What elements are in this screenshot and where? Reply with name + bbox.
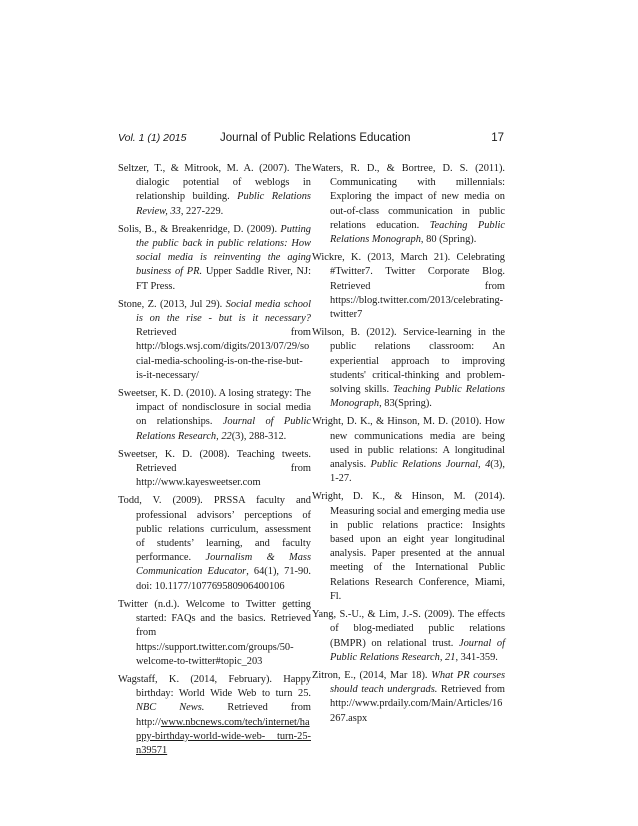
- page-number: 17: [491, 132, 504, 144]
- reference-entry: Wickre, K. (2013, March 21). Celebrating #Twitter7. Twitter Corporate Blog. Retrieved from https://blog.twitter.com/2013/celebrating-twitter7: [312, 252, 505, 321]
- reference-entry: Zitron, E., (2014, Mar 18). What PR courses should teach undergrads. Retrieved from http://www.prdaily.com/Main/Articles/16267.aspx: [312, 669, 505, 724]
- reference-entry: Sweetser, K. D. (2008). Teaching tweets. Retrieved from http://www.kayesweetser.com: [118, 448, 311, 489]
- reference-entry: Solis, B., & Breakenridge, D. (2009). Putting the public back in public relations: How social media is reinventing the aging business of PR. Upper Saddle River, NJ: FT Press.: [118, 223, 311, 292]
- reference-entry: Todd, V. (2009). PRSSA faculty and professional advisors’ perceptions of public relations curriculum, assessment of students’ learning, and faculty performance. Journalism & Mass Communication Educator, 64(1), 71-90. doi: 10.1177/107769580906400106: [118, 495, 311, 592]
- reference-entry: Yang, S.-U., & Lim, J.-S. (2009). The effects of blog-mediated public relations (BMPR) on relational trust. Journal of Public Relations Research, 21, 341-359.: [312, 609, 505, 663]
- reference-entry: Wright, D. K., & Hinson, M. D. (2010). How new communications media are being used in public relations: A longitudinal analysis. Public Relations Journal, 4(3), 1-27.: [312, 416, 505, 485]
- reference-entry: Wilson, B. (2012). Service-learning in the public relations classroom: An experiential approach to improving students' critical-thinking and problem-solving skills. Teaching Public Relations Monograph, 83(Spring).: [312, 327, 505, 410]
- nbc-news-link[interactable]: www.nbcnews.com/tech/internet/happy-birthday-world-wide-web- turn-25-n39571: [136, 716, 311, 756]
- reference-column-left: [118, 162, 311, 762]
- reference-entry: Waters, R. D., & Bortree, D. S. (2011). Communicating with millennials: Exploring the impact of new media on out-of-class communication in public relations education. Teaching Public Relations Monograph, 80 (Spring).: [312, 163, 506, 246]
- reference-entry: Seltzer, T., & Mitrook, M. A. (2007). The dialogic potential of weblogs in relationship building. Public Relations Review, 33, 227-229.: [118, 163, 311, 217]
- reference-entry: Twitter (n.d.). Welcome to Twitter getting started: FAQs and the basics. Retrieved from https://support.twitter.com/groups/50-welcome-to-twitter#topic_203: [118, 598, 311, 667]
- volume-label: Vol. 1 (1) 2015: [118, 132, 187, 144]
- reference-entry: Wagstaff, K. (2014, February). Happy birthday: World Wide Web to turn 25. NBC News. Retrieved from http://www.nbcnews.com/tech/internet/happy-birthday-world-wide-web- turn-25-n39571: [118, 673, 311, 756]
- reference-entry: Sweetser, K. D. (2010). A losing strategy: The impact of nondisclosure in social media on relationships. Journal of Public Relations Research, 22(3), 288-312.: [118, 388, 311, 442]
- reference-column-right: [312, 162, 505, 730]
- journal-title: Journal of Public Relations Education: [220, 132, 411, 144]
- reference-entry: Wright, D. K., & Hinson, M. (2014). Measuring social and emerging media use in public relations practice: Insights based upon an eight year longitudinal analysis. Paper presented at the annual meeting of the International Public Relations Research Conference, Miami, Fl.: [312, 491, 505, 602]
- running-header: [118, 129, 504, 147]
- reference-entry: Stone, Z. (2013, Jul 29). Social media school is on the rise - but is it necessary? Retrieved from http://blogs.wsj.com/digits/2013/07/29/social-media-schooling-is-on-the-rise-but-is-it-necessary/: [118, 298, 311, 381]
